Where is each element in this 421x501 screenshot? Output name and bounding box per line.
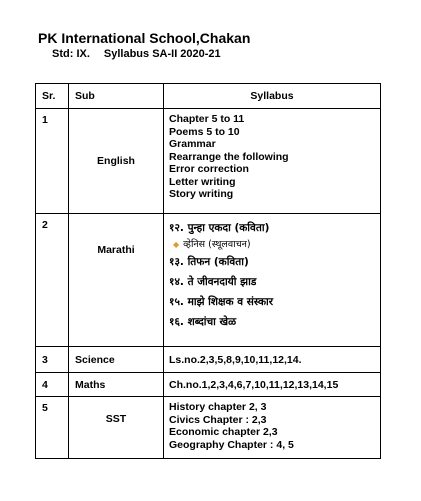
table-row-marathi [36,214,381,347]
syllabus-item: Story writing [169,188,234,200]
subtitle [52,48,221,60]
syllabus-item: १६. शब्दांचा खेळ [169,316,237,328]
syllabus-item: १५. माझे शिक्षक व संस्कार [169,296,274,308]
header-sub: Sub [69,84,164,109]
syllabus-item: १३. तिफन (कविता) [169,256,249,268]
header-syllabus: Syllabus [164,84,381,109]
syllabus-cell [164,397,381,459]
syllabus-table [35,83,381,459]
table-row-sst [36,397,381,459]
header-sr: Sr. [36,84,69,109]
sr-cell: 2 [36,214,69,347]
subject-cell: Science [69,347,164,373]
sr-cell: 1 [36,109,69,214]
subject-cell: Marathi [69,214,164,347]
syllabus-item: Grammar [169,138,216,150]
syllabus-subitem: ◆ व्हेनिस (स्थूलवाचन) [173,239,251,250]
syllabus-title: Syllabus SA-II 2020-21 [103,48,221,60]
table-row-science [36,347,381,373]
table-header-row [36,84,381,109]
subject-cell: English [69,109,164,214]
syllabus-cell: Ch.no.1,2,3,4,6,7,10,11,12,13,14,15 [164,373,381,397]
syllabus-item: Geography Chapter : 4, 5 [169,438,294,451]
syllabus-item: Rearrange the following [169,150,289,163]
syllabus-item: History chapter 2, 3 [169,401,267,413]
syllabus-item: Poems 5 to 10 [169,125,240,138]
table-row-maths [36,373,381,397]
std-label: Std: IX. [52,48,90,60]
sr-cell: 4 [36,373,69,397]
syllabus-item: Chapter 5 to 11 [169,113,245,125]
sr-cell: 5 [36,397,69,459]
syllabus-item: Economic chapter 2,3 [169,426,278,438]
syllabus-cell: Ls.no.2,3,5,8,9,10,11,12,14. [164,347,381,373]
syllabus-item: १४. ते जीवनदायी झाड [169,276,257,288]
syllabus-cell [164,109,381,214]
syllabus-cell [164,214,381,347]
table-row-english [36,109,381,214]
syllabus-item: Error correction [169,163,249,175]
syllabus-item: Civics Chapter : 2,3 [169,413,267,426]
subject-cell: SST [69,397,164,459]
subject-cell: Maths [69,373,164,397]
diamond-bullet-icon: ◆ [173,240,180,249]
syllabus-item: १२. पुन्हा एकदा (कविता) [169,222,270,234]
school-title: PK International School,Chakan [38,30,251,46]
syllabus-item: Letter writing [169,175,236,188]
sr-cell: 3 [36,347,69,373]
